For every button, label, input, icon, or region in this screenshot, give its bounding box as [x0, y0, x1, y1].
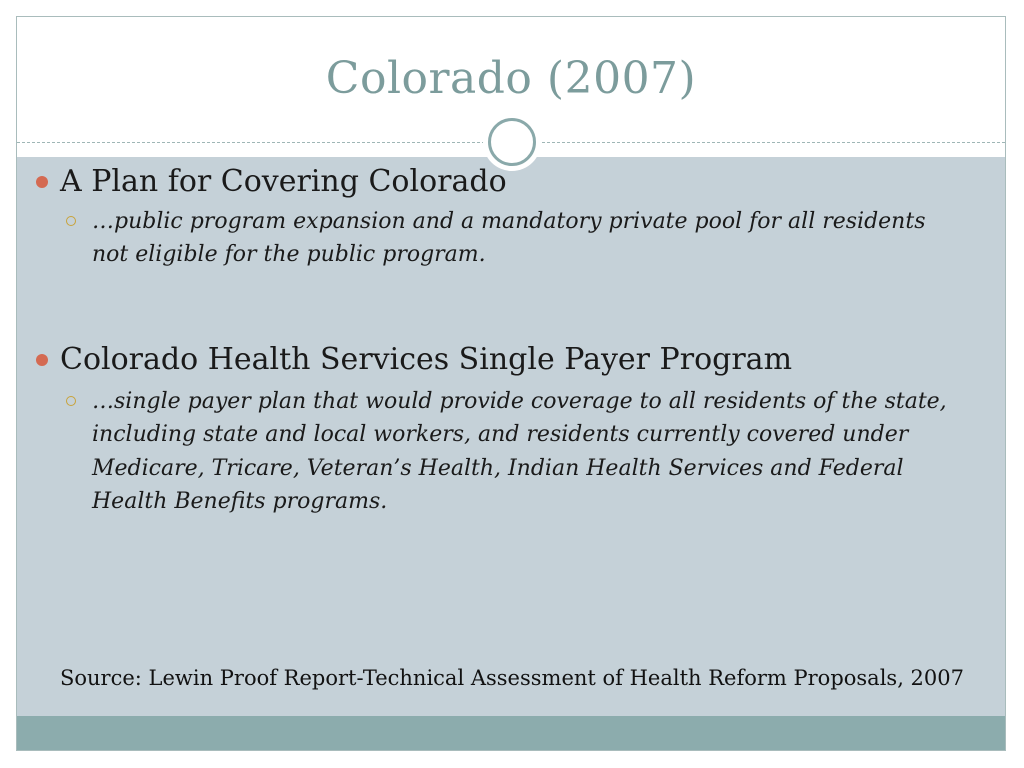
ring-ornament-icon: [488, 118, 536, 166]
open-circle-icon: [66, 216, 76, 226]
slide-title: Colorado (2007): [325, 53, 697, 104]
sub-bullet-item: [66, 385, 966, 519]
bullet-item: [36, 341, 966, 379]
open-circle-icon: [66, 396, 76, 406]
sub-bullet-text: …single payer plan that would provide coverage to all residents of the state, including state and local workers, and residents currently covered under Medicare, Tricare, Veteran’s Health, Indian Health Services and Federal Health Benefits programs.: [92, 388, 947, 515]
source-citation: Source: Lewin Proof Report-Technical Assessment of Health Reform Proposals, 2007: [59, 666, 964, 690]
filled-dot-icon: [36, 176, 48, 188]
sub-bullet-text: …public program expansion and a mandatory private pool for all residents not eligible for the public program.: [92, 208, 926, 267]
sub-bullet-item: [66, 205, 966, 272]
bullet-heading: A Plan for Covering Colorado: [60, 164, 507, 199]
bullet-list: [36, 163, 966, 519]
bullet-heading: Colorado Health Services Single Payer Program: [60, 342, 793, 378]
filled-dot-icon: [36, 354, 48, 366]
bullet-item: [36, 163, 966, 201]
footer-bar: [17, 716, 1005, 751]
